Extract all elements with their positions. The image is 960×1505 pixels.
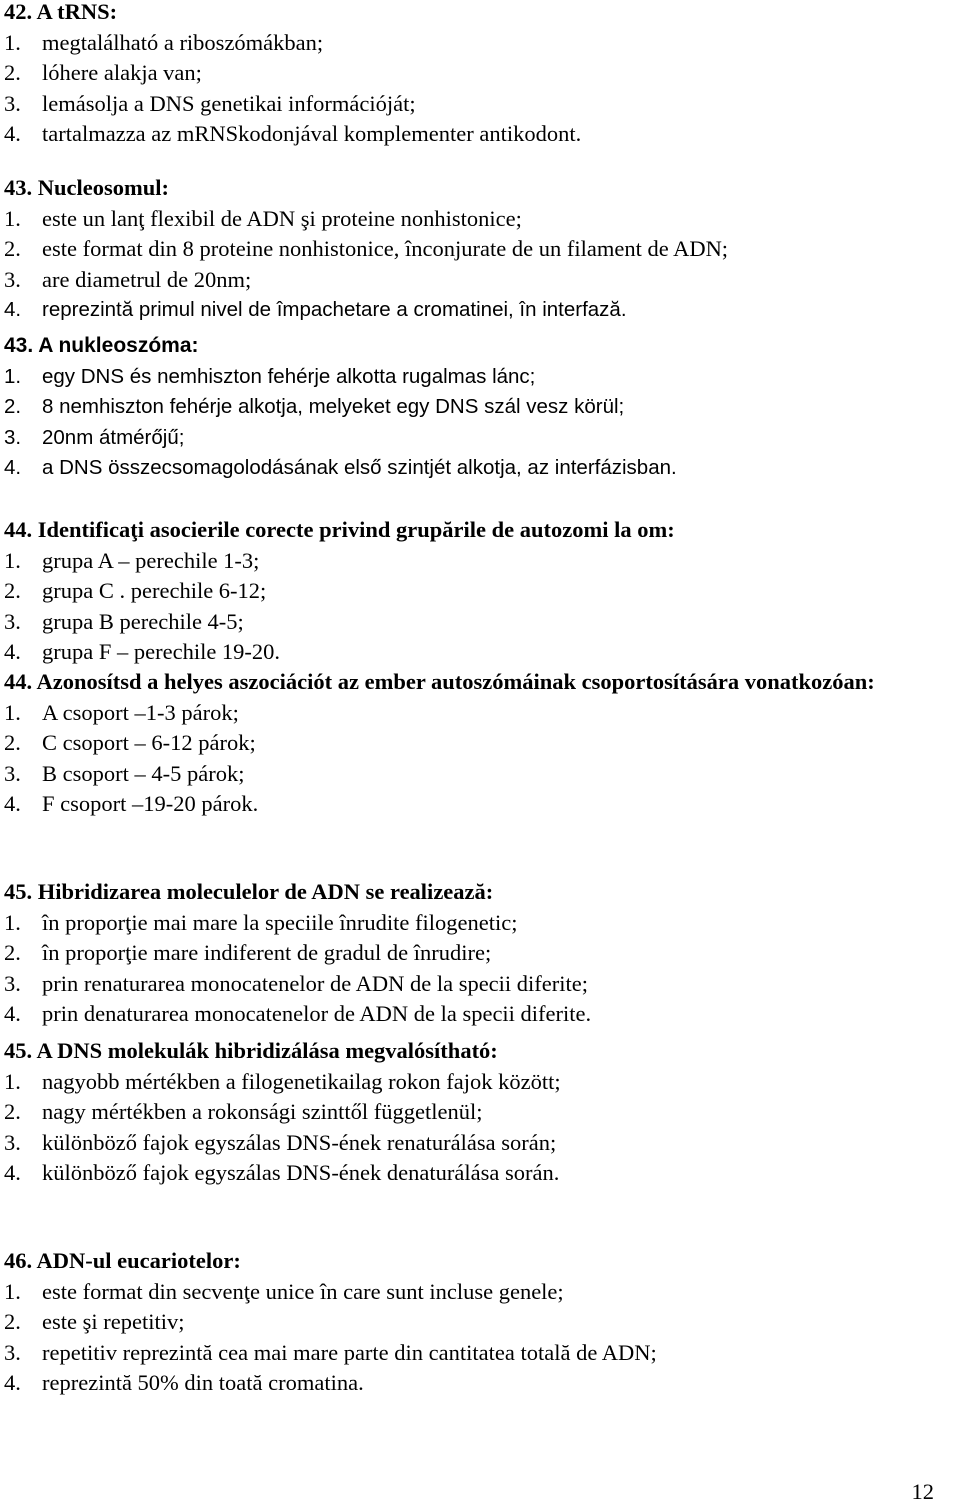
answer-option (4, 58, 934, 89)
answer-option (4, 576, 934, 607)
option-number: 2. (4, 578, 21, 603)
answer-option (4, 1067, 934, 1098)
option-text: tartalmazza az mRNSkodonjával komplementer antikodont. (42, 121, 582, 146)
option-number: 4. (4, 1370, 21, 1395)
question-title: 43. A nukleoszóma: (4, 334, 199, 357)
option-text: în proporţie mare indiferent de gradul de înrudire; (42, 940, 492, 965)
option-number: 2. (4, 940, 21, 965)
option-text: are diametrul de 20nm; (42, 266, 252, 292)
answer-option (4, 1368, 934, 1399)
answer-option (4, 969, 934, 1000)
option-number: 1. (4, 699, 21, 725)
option-text: F csoport –19-20 párok. (42, 791, 259, 816)
option-text: grupa A – perechile 1-3; (42, 547, 260, 573)
option-text: nagy mértékben a rokonsági szinttől függetlenül; (42, 1099, 483, 1124)
answer-option (4, 607, 934, 638)
option-text: egy DNS és nemhiszton fehérje alkotta rugalmas lánc; (42, 364, 536, 388)
option-text: prin renaturarea monocatenelor de ADN de la specii diferite; (42, 970, 589, 996)
question-title: 43. Nucleosomul: (4, 175, 169, 200)
answer-option (4, 362, 934, 393)
question-title: 45. Hibridizarea moleculelor de ADN se realizează: (4, 879, 494, 904)
option-text: este format din secvenţe unice în care sunt incluse genele; (42, 1278, 564, 1304)
option-number: 3. (4, 425, 22, 449)
question-block (4, 877, 934, 1030)
answer-option (4, 1338, 934, 1369)
question-block (4, 1246, 934, 1399)
option-number: 1. (4, 1278, 21, 1304)
question-title: 44. Azonosítsd a helyes aszociációt az ember autoszómáinak csoportosítására vonatkozóan: (4, 669, 875, 694)
answer-option (4, 234, 934, 265)
option-number: 2. (4, 236, 21, 261)
answer-option (4, 119, 934, 150)
question-block (4, 173, 934, 326)
answer-option (4, 728, 904, 759)
question-title: 45. A DNS molekulák hibridizálása megvalósítható: (4, 1038, 498, 1063)
answer-option (4, 546, 934, 577)
option-number: 1. (4, 909, 21, 935)
question-block (4, 331, 934, 484)
option-text: különböző fajok egyszálas DNS-ének renaturálása során; (42, 1129, 557, 1155)
option-number: 2. (4, 60, 21, 85)
option-text: C csoport – 6-12 párok; (42, 730, 256, 755)
answer-option (4, 423, 934, 454)
question-block (4, 0, 934, 150)
option-text: lemásolja a DNS genetikai információját; (42, 90, 416, 116)
option-number: 4. (4, 639, 21, 664)
answer-option (4, 789, 904, 820)
answer-option (4, 999, 934, 1030)
option-number: 1. (4, 547, 21, 573)
answer-option (4, 938, 934, 969)
answer-option (4, 453, 934, 484)
option-number: 4. (4, 298, 22, 321)
answer-option (4, 698, 904, 729)
option-number: 1. (4, 205, 21, 231)
option-text: în proporţie mai mare la speciile înrudite filogenetic; (42, 909, 518, 935)
page-number: 12 (911, 1479, 934, 1504)
answer-option (4, 1277, 934, 1308)
option-number: 1. (4, 364, 22, 388)
option-text: reprezintă 50% din toată cromatina. (42, 1370, 364, 1395)
option-text: nagyobb mértékben a filogenetikailag rokon fajok között; (42, 1068, 561, 1094)
answer-option (4, 392, 934, 423)
option-text: B csoport – 4-5 párok; (42, 760, 245, 786)
option-number: 1. (4, 1068, 21, 1094)
option-text: grupa B perechile 4-5; (42, 608, 244, 634)
answer-option (4, 1307, 934, 1338)
option-text: A csoport –1-3 párok; (42, 699, 239, 725)
option-text: megtalálható a riboszómákban; (42, 29, 324, 55)
option-number: 4. (4, 456, 22, 479)
option-number: 3. (4, 970, 21, 996)
option-number: 4. (4, 791, 21, 816)
option-text: prin denaturarea monocatenelor de ADN de la specii diferite. (42, 1001, 592, 1026)
option-number: 3. (4, 90, 21, 116)
option-text: különböző fajok egyszálas DNS-ének denaturálása során. (42, 1160, 560, 1185)
option-number: 2. (4, 730, 21, 755)
option-number: 2. (4, 1309, 21, 1334)
option-number: 4. (4, 121, 21, 146)
option-text: lóhere alakja van; (42, 60, 202, 85)
option-number: 3. (4, 1129, 21, 1155)
question-title: 46. ADN-ul eucariotelor: (4, 1248, 241, 1273)
option-number: 4. (4, 1001, 21, 1026)
option-number: 3. (4, 1339, 21, 1365)
option-text: 8 nemhiszton fehérje alkotja, melyeket egy DNS szál vesz körül; (42, 395, 625, 418)
option-text: grupa C . perechile 6-12; (42, 578, 267, 603)
question-title: 42. A tRNS: (4, 0, 118, 24)
answer-option (4, 1128, 934, 1159)
answer-option (4, 295, 934, 326)
answer-option (4, 204, 934, 235)
option-text: este un lanţ flexibil de ADN şi proteine nonhistonice; (42, 205, 522, 231)
answer-option (4, 759, 904, 790)
answer-option (4, 28, 934, 59)
option-number: 2. (4, 395, 22, 418)
answer-option (4, 1097, 934, 1128)
answer-option (4, 265, 934, 296)
option-text: repetitiv reprezintă cea mai mare parte din cantitatea totală de ADN; (42, 1339, 657, 1365)
option-text: este format din 8 proteine nonhistonice, înconjurate de un filament de ADN; (42, 236, 729, 261)
answer-option (4, 908, 934, 939)
option-number: 3. (4, 608, 21, 634)
answer-option (4, 637, 934, 668)
option-text: 20nm átmérőjű; (42, 425, 185, 449)
option-text: este şi repetitiv; (42, 1309, 185, 1334)
question-block (4, 1036, 934, 1189)
option-number: 2. (4, 1099, 21, 1124)
question-title: 44. Identificaţi asocierile corecte privind grupările de autozomi la om: (4, 517, 675, 542)
question-block (4, 515, 934, 668)
option-number: 4. (4, 1160, 21, 1185)
answer-option (4, 89, 934, 120)
option-text: reprezintă primul nivel de împachetare a cromatinei, în interfază. (42, 298, 627, 321)
option-number: 3. (4, 760, 21, 786)
question-block (4, 667, 904, 820)
option-number: 3. (4, 266, 21, 292)
option-number: 1. (4, 29, 21, 55)
option-text: a DNS összecsomagolodásának első szintjét alkotja, az interfázisban. (42, 456, 677, 479)
answer-option (4, 1158, 934, 1189)
option-text: grupa F – perechile 19-20. (42, 639, 281, 664)
